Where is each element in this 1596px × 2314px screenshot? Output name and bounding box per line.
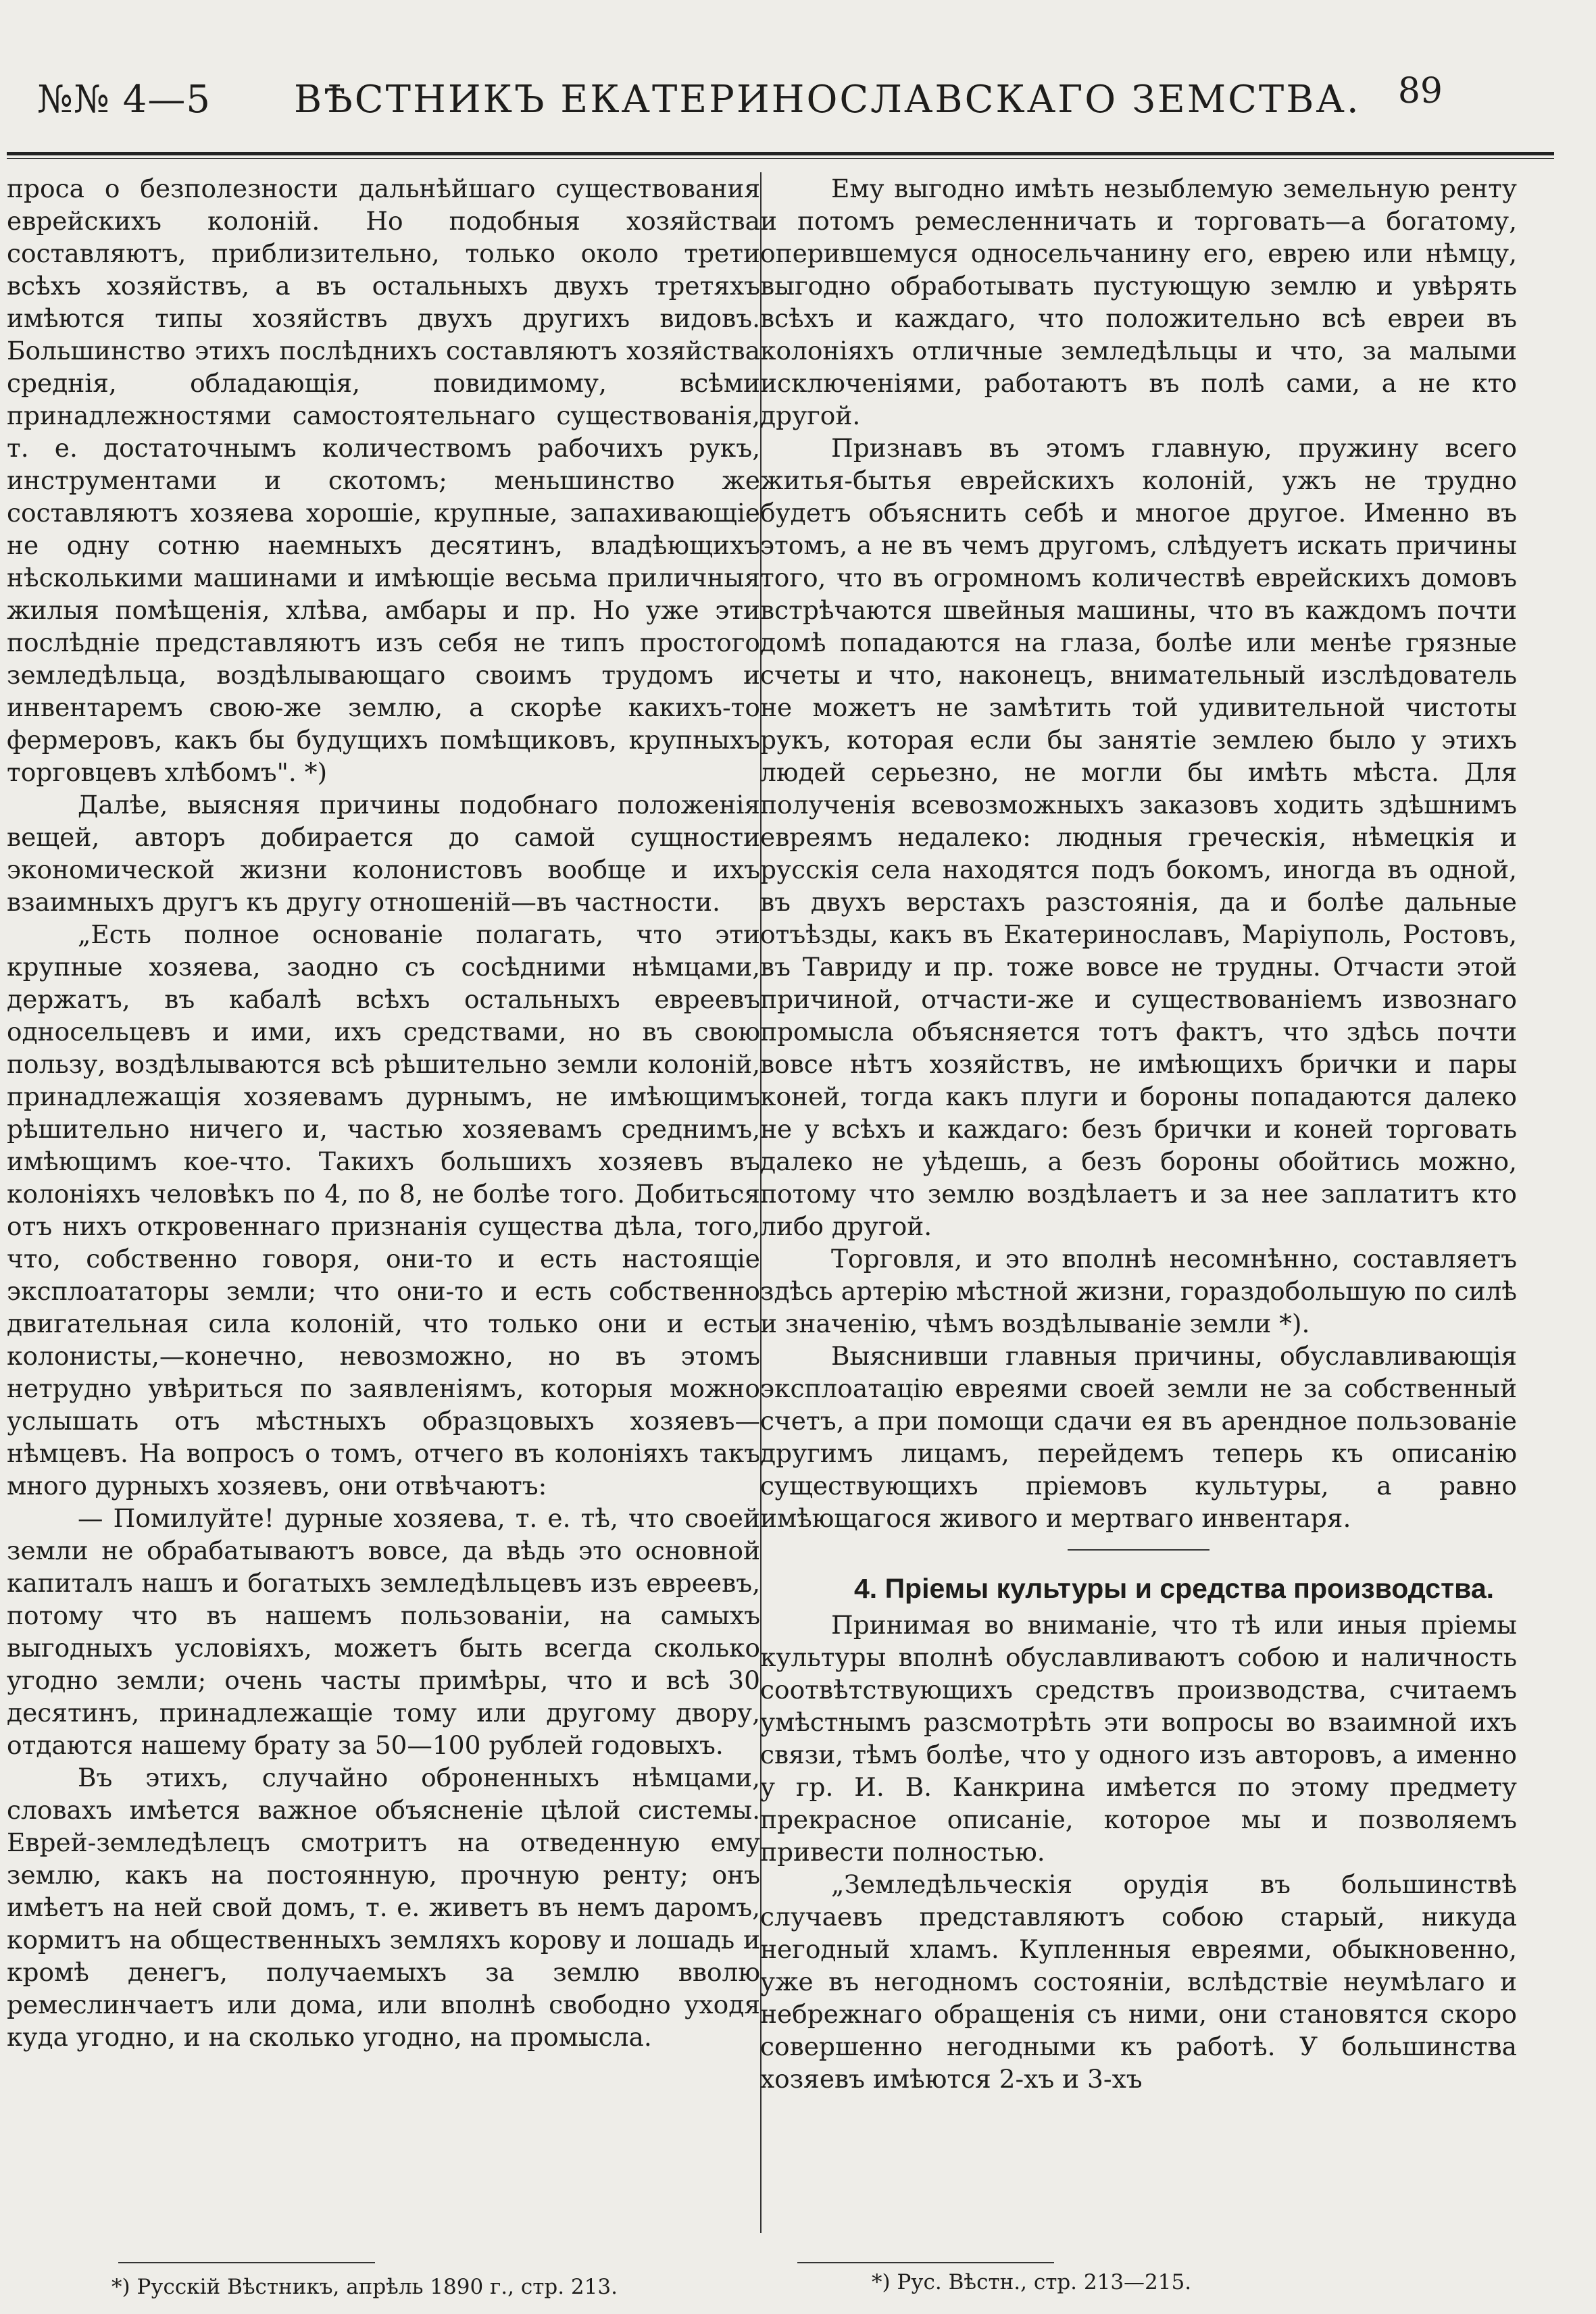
left-paragraph-1: проса о безполезности дальнѣйшаго существования еврейскихъ колоній. Но подобныя хозяйства составляютъ, приблизительно, только около трети всѣхъ хозяйствъ, а въ остальныхъ двухъ третяхъ имѣются типы хозяйствъ двухъ другихъ видовъ. Большинство этихъ послѣднихъ составляютъ хозяйства среднія, обладающія, повидимому, всѣми принадлежностями самостоятельнаго существованія, т. е. достаточнымъ количествомъ рабочихъ рукъ, инструментами и скотомъ; меньшинство же составляютъ хозяева хорошіе, крупные, запахивающіе не одну сотню наемныхъ десятинъ, владѣющихъ нѣсколькими машинами и имѣющіе весьма приличныя жилыя помѣщенія, хлѣва, амбары и пр. Но уже эти послѣдніе представляютъ изъ себя не типъ простого земледѣльца, воздѣлывающаго своимъ трудомъ и инвентаремъ свою-же землю, а скорѣе какихъ-то фермеровъ, какъ бы будущихъ помѣщиковъ, крупныхъ торговцевъ хлѣбомъ". *) <box>7 174 760 787</box>
issue-number: №№ 4—5 <box>37 78 211 122</box>
footnote-left: *) Русскій Вѣстникъ, апрѣль 1890 г., стр. 213. <box>111 2275 618 2299</box>
section-title: 4. Пріемы культуры и средства производства. <box>853 1573 1495 1604</box>
left-paragraph-5: Въ этихъ, случайно оброненныхъ нѣмцами, словахъ имѣется важное объясненіе цѣлой системы. Еврей-земледѣлецъ смотритъ на отведенную ему землю, какъ на постоянную, прочную ренту; онъ имѣетъ на ней свой домъ, т. е. живетъ въ немъ даромъ, кормитъ на общественныхъ земляхъ корову и лошадь и кромѣ денегъ, получаемыхъ за землю вволю ремеслинчаетъ или дома, или вполнѣ свободно уходя куда угодно, и на сколько угодно, на промысла. <box>7 1763 760 2052</box>
left-column <box>7 172 760 2053</box>
section-paragraph-1: Принимая во вниманіе, что тѣ или иныя пріемы культуры вполнѣ обуславливаютъ собою и наличность соотвѣтствующихъ средствъ производства, считаемъ умѣстнымъ разсмотрѣть эти вопросы во взаимной ихъ связи, тѣмъ болѣе, что у одного изъ авторовъ, а именно у гр. И. В. Канкрина имѣется по этому предмету прекрасное описаніе, которое мы и позволяемъ привести полностью. <box>760 1610 1517 1867</box>
left-paragraph-3: „Есть полное основаніе полагать, что эти крупные хозяева, заодно съ сосѣдними нѣмцами, держатъ, въ кабалѣ всѣхъ остальныхъ евреевъ односельцевъ и ими, ихъ средствами, но въ свою пользу, воздѣлываются всѣ рѣшительно земли колоній, принадлежащія хозяевамъ дурнымъ, не имѣющимъ рѣшительно ничего и, частью хозяевамъ среднимъ, имѣющимъ кое-что. Такихъ большихъ хозяевъ въ колоніяхъ человѣкъ по 4, по 8, не болѣе того. Добиться отъ нихъ откровеннаго признанія существа дѣла, того, что, собственно говоря, они-то и есть настоящіе эксплоататоры земли; что они-то и есть собственно двигательная сила колоній, что только они и есть колонисты,—конечно, невозможно, но въ этомъ нетрудно увѣриться по заявленіямъ, которыя можно услышать отъ мѣстныхъ образцовыхъ хозяевъ—нѣмцевъ. На вопросъ о томъ, отчего въ колоніяхъ такъ много дурныхъ хозяевъ, они отвѣчаютъ: <box>7 920 760 1501</box>
right-paragraph-1: Ему выгодно имѣть незыблемую земельную ренту и потомъ ремесленничать и торговать—а богатому, оперившемуся односельчанину его, еврею или нѣмцу, выгодно обработывать пустующую землю и увѣрять всѣхъ и каждаго, что положительно всѣ евреи въ колоніяхъ отличные земледѣльцы и что, за малыми исключеніями, работаютъ въ полѣ сами, а не кто другой. <box>760 174 1517 430</box>
footnote-rule-right <box>797 2262 1054 2263</box>
header-rule <box>7 152 1554 159</box>
right-paragraph-4: Выяснивши главныя причины, обуславливающія эксплоатацію евреями своей земли не за собственный счетъ, а при помощи сдачи ея въ арендное пользованіе другимъ лицамъ, перейдемъ теперь къ описанію существующихъ пріемовъ культуры, а равно имѣющагося живого и мертваго инвентаря. <box>760 1341 1517 1533</box>
left-paragraph-4: — Помилуйте! дурные хозяева, т. е. тѣ, что своей земли не обрабатываютъ вовсе, да вѣдь это основной капиталъ нашъ и богатыхъ земледѣльцевъ изъ евреевъ, потому что въ нашемъ пользованіи, на самыхъ выгодныхъ условіяхъ, можетъ быть всегда сколько угодно земли; очень часты примѣры, что и всѣ 30 десятинъ, принадлежащіе тому или другому двору, отдаются нашему брату за 50—100 рублей годовыхъ. <box>7 1503 760 1760</box>
page-number: 89 <box>1397 71 1443 111</box>
page-header <box>37 64 1544 132</box>
footnote-right: *) Рус. Вѣстн., стр. 213—215. <box>872 2270 1192 2294</box>
right-paragraph-3: Торговля, и это вполнѣ несомнѣнно, составляетъ здѣсь артерію мѣстной жизни, гораздобольшую по силѣ и значенію, чѣмъ воздѣлываніе земли *). <box>760 1244 1517 1338</box>
right-paragraph-2: Признавъ въ этомъ главную, пружину всего житья-бытья еврейскихъ колоній, ужъ не трудно будетъ объяснить себѣ и многое другое. Именно въ этомъ, а не въ чемъ другомъ, слѣдуетъ искать причины того, что въ огромномъ количествѣ еврейскихъ домовъ встрѣчаются швейныя машины, что въ каждомъ почти домѣ попадаются на глаза, болѣе или менѣе грязные счеты и что, наконецъ, внимательный изслѣдователь не можетъ не замѣтить той удивительной чистоты рукъ, которая если бы занятіе землею было у этихъ людей серьезно, не могли бы имѣть мѣста. Для полученія всевозможныхъ заказовъ ходить здѣшнимъ евреямъ недалеко: людныя греческія, нѣмецкія и русскія села находятся подъ бокомъ, иногда въ одной, въ двухъ верстахъ разстоянія, да и болѣе дальные отъѣзды, какъ въ Екатеринославъ, Маріуполь, Ростовъ, въ Тавриду и пр. тоже вовсе не трудны. Отчасти этой причиной, отчасти-же и существованіемъ извознаго промысла объясняется тотъ фактъ, что здѣсь почти вовсе нѣтъ хозяйствъ, не имѣющихъ брички и пары коней, тогда какъ плуги и бороны попадаются далеко не у всѣхъ и каждаго: безъ брички и коней торговать далеко не уѣдешь, а безъ бороны обойтись можно, потому что землю воздѣлаетъ и за нее заплатитъ кто либо другой. <box>760 433 1517 1241</box>
left-paragraph-2: Далѣе, выясняя причины подобнаго положенія вещей, авторъ добирается до самой сущности экономической жизни колонистовъ вообще и ихъ взаимныхъ другъ къ другу отношеній—въ частности. <box>7 790 760 917</box>
journal-title: ВѢСТНИКЪ ЕКАТЕРИНОСЛАВСКАГО ЗЕМСТВА. <box>294 78 1361 122</box>
right-column <box>760 172 1517 2095</box>
section-paragraph-2: „Земледѣльческія орудія въ большинствѣ случаевъ представляютъ собою старый, никуда негодный хламъ. Купленныя евреями, обыкновенно, уже въ негодномъ состояніи, вслѣдствіе неумѣлаго и небрежнаго обращенія съ ними, они становятся скоро совершенно негодными къ работѣ. У большинства хозяевъ имѣются 2-хъ и 3-хъ <box>760 1869 1517 2094</box>
section-separator <box>1068 1549 1210 1551</box>
footnote-rule-left <box>118 2262 375 2263</box>
